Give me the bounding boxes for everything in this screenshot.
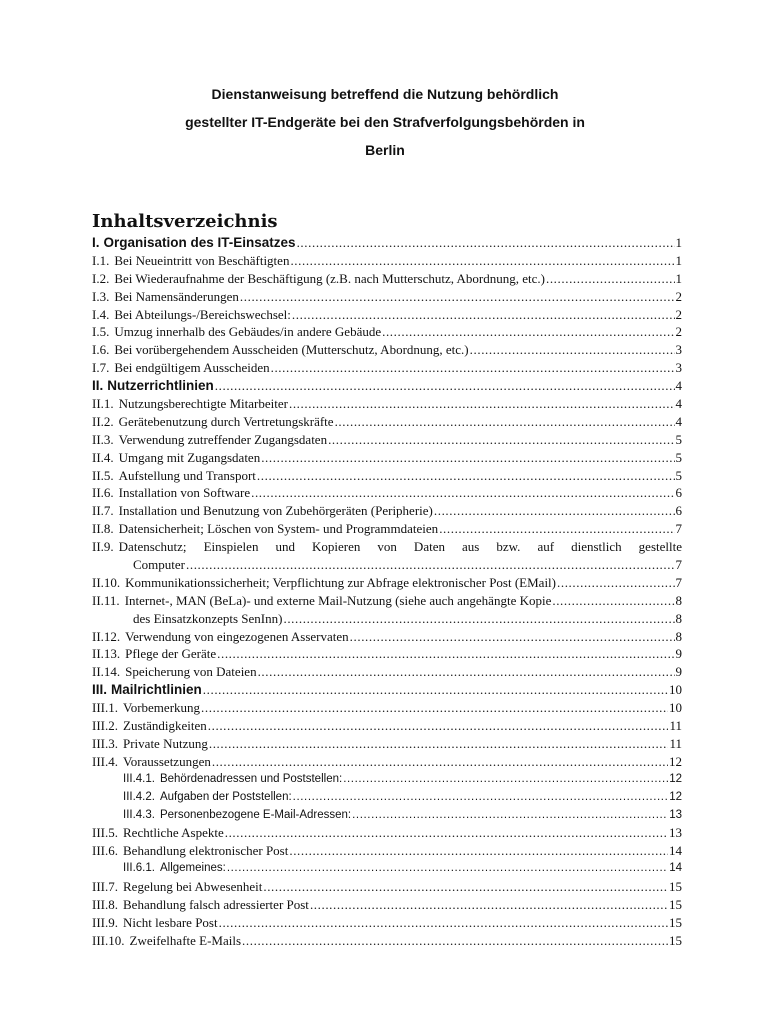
toc-page-number: 9 <box>675 664 682 680</box>
toc-entry <box>92 663 682 681</box>
toc-leader-dots <box>290 252 674 270</box>
toc-page-number: 7 <box>675 574 682 590</box>
toc-subsection-entry <box>92 860 682 878</box>
toc-entry-line <box>92 359 682 377</box>
toc-leader-dots <box>209 735 669 753</box>
toc-entry-text: des Einsatzkonzepts SenInn) <box>133 610 283 626</box>
toc-page-number: 3 <box>675 360 682 376</box>
toc-page-number: 8 <box>675 592 682 608</box>
toc-entry-line <box>92 842 682 860</box>
toc-entry-line <box>92 932 682 950</box>
toc-page-number: 13 <box>669 808 682 821</box>
toc-page-number: 11 <box>669 735 682 751</box>
toc-entry-continuation <box>92 556 682 574</box>
toc-entry-line <box>123 807 682 825</box>
toc-entry <box>92 842 682 860</box>
toc-entry <box>92 252 682 270</box>
toc-entry-line <box>92 395 682 413</box>
toc-entry-text: Aufgaben der Poststellen: <box>159 790 292 803</box>
toc-entry-line <box>92 699 682 717</box>
toc-entry-number: III.8. <box>92 896 118 912</box>
toc-entry-number: II.6. <box>92 485 114 501</box>
toc-entry-number: I.4. <box>92 306 110 322</box>
toc-leader-dots <box>212 753 668 771</box>
toc-entry <box>92 896 682 914</box>
toc-entry-text: Installation von Software <box>118 485 251 501</box>
toc-leader-dots <box>227 860 668 878</box>
toc-entry-text: Installation und Benutzung von Zubehörgeräten (Peripherie) <box>118 503 433 519</box>
title-line-1: Dienstanweisung betreffend die Nutzung behördlich <box>211 86 559 102</box>
toc-leader-dots <box>310 896 668 914</box>
toc-page-number: 12 <box>669 790 682 803</box>
toc-entry-line <box>123 789 682 807</box>
toc-section-heading <box>92 681 682 699</box>
toc-page-number: 4 <box>675 378 682 394</box>
toc-entry <box>92 914 682 932</box>
toc-entry-line <box>92 252 682 270</box>
toc-entry-number: II.5. <box>92 467 114 483</box>
toc-page-number: 12 <box>669 753 682 769</box>
toc-entry-number: II.10. <box>92 574 121 590</box>
toc-entry-text: Internet-, MAN (BeLa)- und externe Mail-Nutzung (siehe auch angehängte Kopie <box>124 592 552 608</box>
toc-leader-dots <box>293 789 669 807</box>
toc-leader-dots <box>240 288 675 306</box>
toc-entry-line <box>92 735 682 753</box>
toc-leader-dots <box>434 502 675 520</box>
toc-page-number: 5 <box>675 449 682 465</box>
toc-entry-line <box>92 628 682 646</box>
toc-entry-text: Behandlung elektronischer Post <box>123 843 289 859</box>
toc-entry <box>92 306 682 324</box>
toc-entry-line <box>128 610 682 628</box>
toc-page-number: 5 <box>675 467 682 483</box>
toc-entry-number: II.14. <box>92 664 121 680</box>
toc-page-number: 4 <box>675 396 682 412</box>
toc-entry-text: Aufstellung und Transport <box>118 467 256 483</box>
toc-entry-number: I.2. <box>92 270 110 286</box>
toc-page-number: 15 <box>669 914 682 930</box>
toc-entry-number: III.4.3. <box>123 808 155 821</box>
toc-entry-number: III.4.1. <box>123 772 155 785</box>
toc-entry-text: Kommunikationssicherheit; Verpflichtung zur Abfrage elektronischer Post (EMail) <box>125 574 556 590</box>
toc-entry-number: III.3. <box>92 735 118 751</box>
toc-page-number: 15 <box>669 879 682 895</box>
toc-entry <box>92 467 682 485</box>
toc-leader-dots <box>289 842 668 860</box>
toc-entry-line <box>92 306 682 324</box>
toc-leader-dots <box>225 824 668 842</box>
toc-leader-dots <box>552 592 674 610</box>
toc-entry-number: III.7. <box>92 879 118 895</box>
toc-entry-number: II.13. <box>92 646 121 662</box>
toc-entry-number: II.8. <box>92 521 114 537</box>
toc-page-number: 8 <box>675 628 682 644</box>
toc-entry-text: Datenschutz; Einspielen und Kopieren von Daten aus bzw. auf dienstlich gestellte <box>118 539 682 555</box>
toc-entry-text: Mailrichtlinien <box>111 682 202 698</box>
toc-leader-dots <box>258 663 675 681</box>
toc-entry <box>92 270 682 288</box>
toc-entry <box>92 431 682 449</box>
toc-page-number: 7 <box>675 557 682 573</box>
toc-entry <box>92 735 682 753</box>
toc-leader-dots <box>201 699 668 717</box>
toc-leader-dots <box>328 431 674 449</box>
toc-entry-number: I.3. <box>92 288 110 304</box>
toc-entry-number: II. <box>92 378 104 394</box>
toc-entry-text: Bei Wiederaufnahme der Beschäftigung (z.B. nach Mutterschutz, Abordnung, etc.) <box>114 270 545 286</box>
toc-page-number: 2 <box>675 324 682 340</box>
toc-entry-text: Pflege der Geräte <box>125 646 217 662</box>
toc-entry-line <box>92 717 682 735</box>
toc-entry-text: Regelung bei Abwesenheit <box>123 879 263 895</box>
toc-entry-text: Vorbemerkung <box>123 700 201 716</box>
toc-leader-dots <box>219 914 668 932</box>
toc-heading: Inhaltsverzeichnis <box>92 211 278 232</box>
toc-entry-text: Bei endgültigem Ausscheiden <box>114 360 270 376</box>
toc-entry-number: III.6.1. <box>123 862 155 875</box>
toc-entry-line <box>92 234 682 252</box>
toc-page-number: 6 <box>675 485 682 501</box>
toc-entry-line <box>128 556 682 574</box>
toc-entry-line <box>92 824 682 842</box>
toc-page-number: 2 <box>675 306 682 322</box>
toc-leader-dots <box>343 771 668 789</box>
toc-entry <box>92 645 682 663</box>
toc-entry <box>92 502 682 520</box>
toc-entry-line <box>92 449 682 467</box>
toc-page-number: 6 <box>675 503 682 519</box>
toc-entry-number: II.1. <box>92 396 114 412</box>
toc-entry-line <box>92 323 682 341</box>
toc-page-number: 10 <box>669 700 682 716</box>
toc-entry-text: Nutzerrichtlinien <box>107 378 214 394</box>
toc-entry <box>92 717 682 735</box>
toc-entry-text: Umzug innerhalb des Gebäudes/in andere Gebäude <box>114 324 382 340</box>
toc-entry-line <box>92 878 682 896</box>
toc-page-number: 15 <box>669 932 682 948</box>
toc-entry-line <box>92 896 682 914</box>
toc-entry-text: Bei Namensänderungen <box>114 288 239 304</box>
toc-subsection-entry <box>92 789 682 807</box>
toc-section-heading <box>92 377 682 395</box>
toc-entry-text: Private Nutzung <box>123 735 208 751</box>
toc-leader-dots <box>208 717 669 735</box>
toc-entry <box>92 699 682 717</box>
toc-entry <box>92 932 682 950</box>
toc-entry-text: Bei Abteilungs-/Bereichswechsel: <box>114 306 291 322</box>
toc-entry-line <box>92 502 682 520</box>
toc-entry-number: I.6. <box>92 342 110 358</box>
toc-entry-text: Bei Neueintritt von Beschäftigten <box>114 252 290 268</box>
toc-entry-line <box>92 413 682 431</box>
toc-leader-dots <box>251 484 674 502</box>
toc-entry-line <box>92 538 682 556</box>
toc-page-number: 14 <box>669 862 682 875</box>
toc-entry-text: Voraussetzungen <box>123 753 211 769</box>
toc-leader-dots <box>557 574 675 592</box>
toc-entry <box>92 538 682 556</box>
table-of-contents <box>92 234 682 950</box>
toc-page-number: 10 <box>669 682 682 698</box>
toc-page-number: 7 <box>675 521 682 537</box>
toc-entry-number: II.7. <box>92 503 114 519</box>
toc-page-number: 14 <box>669 843 682 859</box>
toc-leader-dots <box>292 306 675 324</box>
toc-entry <box>92 288 682 306</box>
toc-leader-dots <box>215 377 675 395</box>
toc-leader-dots <box>186 556 675 574</box>
toc-leader-dots <box>217 645 674 663</box>
toc-leader-dots <box>242 932 668 950</box>
toc-entry-number: III.4. <box>92 753 118 769</box>
title-line-2: gestellter IT-Endgeräte bei den Strafverfolgungsbehörden in <box>185 114 585 130</box>
toc-entry-text: Gerätebenutzung durch Vertretungskräfte <box>118 413 334 429</box>
toc-leader-dots <box>470 341 675 359</box>
toc-page-number: 1 <box>675 252 682 268</box>
toc-page-number: 3 <box>675 342 682 358</box>
toc-entry-line <box>92 467 682 485</box>
toc-entry-text: Bei vorübergehendem Ausscheiden (Mutterschutz, Abordnung, etc.) <box>114 342 469 358</box>
toc-entry-line <box>123 860 682 878</box>
toc-section-heading <box>92 234 682 252</box>
toc-entry-continuation <box>92 610 682 628</box>
toc-entry-line <box>92 341 682 359</box>
toc-entry-number: III.4.2. <box>123 790 155 803</box>
toc-entry-number: III. <box>92 682 108 698</box>
toc-entry <box>92 413 682 431</box>
toc-entry-text: Speicherung von Dateien <box>125 664 257 680</box>
toc-entry-number: III.10. <box>92 932 125 948</box>
toc-leader-dots <box>335 413 675 431</box>
toc-entry-text: Rechtliche Aspekte <box>123 825 224 841</box>
toc-entry <box>92 520 682 538</box>
toc-entry-text: Personenbezogene E-Mail-Adressen: <box>159 808 352 821</box>
toc-entry-number: II.3. <box>92 431 114 447</box>
toc-entry-text: Zweifelhafte E-Mails <box>129 932 242 948</box>
toc-leader-dots <box>352 807 668 825</box>
toc-leader-dots <box>283 610 674 628</box>
toc-entry-text: Verwendung von eingezogenen Asservaten <box>125 628 349 644</box>
toc-page-number: 9 <box>675 646 682 662</box>
toc-entry-number: III.2. <box>92 718 118 734</box>
toc-page-number: 4 <box>675 413 682 429</box>
toc-page-number: 8 <box>675 610 682 626</box>
toc-entry-text: Behördenadressen und Poststellen: <box>159 772 343 785</box>
toc-page-number: 15 <box>669 896 682 912</box>
toc-entry <box>92 592 682 610</box>
toc-entry-line <box>92 574 682 592</box>
toc-entry-number: I.7. <box>92 360 110 376</box>
toc-entry-line <box>92 592 682 610</box>
toc-entry-number: III.6. <box>92 843 118 859</box>
toc-entry <box>92 323 682 341</box>
toc-entry-number: II.2. <box>92 413 114 429</box>
toc-leader-dots <box>350 628 675 646</box>
toc-entry-number: II.9. <box>92 539 114 555</box>
toc-leader-dots <box>261 449 674 467</box>
toc-entry-line <box>92 288 682 306</box>
toc-entry-line <box>92 663 682 681</box>
toc-entry <box>92 753 682 771</box>
toc-entry-text: Umgang mit Zugangsdaten <box>118 449 261 465</box>
toc-leader-dots <box>297 234 675 252</box>
toc-entry <box>92 395 682 413</box>
toc-entry-text: Verwendung zutreffender Zugangsdaten <box>118 431 328 447</box>
toc-entry-line <box>92 681 682 699</box>
toc-subsection-entry <box>92 807 682 825</box>
toc-entry <box>92 628 682 646</box>
toc-page-number: 12 <box>669 772 682 785</box>
toc-entry-line <box>92 431 682 449</box>
toc-page-number: 5 <box>675 431 682 447</box>
toc-entry-line <box>92 484 682 502</box>
toc-subsection-entry <box>92 771 682 789</box>
title-line-3: Berlin <box>365 142 405 158</box>
toc-leader-dots <box>257 467 675 485</box>
toc-entry <box>92 824 682 842</box>
toc-page-number: 1 <box>675 235 682 250</box>
toc-entry-number: III.9. <box>92 914 118 930</box>
toc-entry-text: Organisation des IT-Einsatzes <box>103 235 296 250</box>
toc-entry-line <box>123 771 682 789</box>
toc-entry <box>92 449 682 467</box>
toc-entry-number: I.1. <box>92 252 110 268</box>
toc-entry-number: III.1. <box>92 700 118 716</box>
toc-entry-line <box>92 270 682 288</box>
toc-entry <box>92 359 682 377</box>
toc-leader-dots <box>546 270 675 288</box>
toc-page-number: 1 <box>675 270 682 286</box>
toc-leader-dots <box>289 395 675 413</box>
toc-entry-number: III.5. <box>92 825 118 841</box>
toc-leader-dots <box>382 323 674 341</box>
toc-entry-number: II.11. <box>92 592 120 608</box>
toc-page-number: 2 <box>675 288 682 304</box>
toc-leader-dots <box>263 878 668 896</box>
toc-entry-text: Datensicherheit; Löschen von System- und Programmdateien <box>118 521 439 537</box>
toc-leader-dots <box>203 681 668 699</box>
toc-entry-line <box>92 377 682 395</box>
toc-entry-text: Computer <box>133 557 185 573</box>
toc-entry-number: I. <box>92 235 100 250</box>
toc-entry-number: II.12. <box>92 628 121 644</box>
toc-entry-text: Nutzungsberechtigte Mitarbeiter <box>118 396 288 412</box>
document-title <box>0 80 770 164</box>
toc-leader-dots <box>271 359 675 377</box>
toc-entry-line <box>92 645 682 663</box>
toc-entry-line <box>92 753 682 771</box>
toc-entry-text: Nicht lesbare Post <box>123 914 218 930</box>
toc-page-number: 11 <box>669 718 682 734</box>
toc-entry-number: II.4. <box>92 449 114 465</box>
toc-entry-text: Zuständigkeiten <box>123 718 207 734</box>
toc-entry-line <box>92 914 682 932</box>
toc-leader-dots <box>439 520 674 538</box>
toc-entry-number: I.5. <box>92 324 110 340</box>
toc-entry <box>92 341 682 359</box>
toc-entry <box>92 878 682 896</box>
toc-entry <box>92 574 682 592</box>
toc-entry-line <box>92 520 682 538</box>
toc-entry-text: Behandlung falsch adressierter Post <box>123 896 309 912</box>
toc-entry <box>92 484 682 502</box>
toc-page-number: 13 <box>669 825 682 841</box>
toc-entry-text: Allgemeines: <box>159 862 226 875</box>
